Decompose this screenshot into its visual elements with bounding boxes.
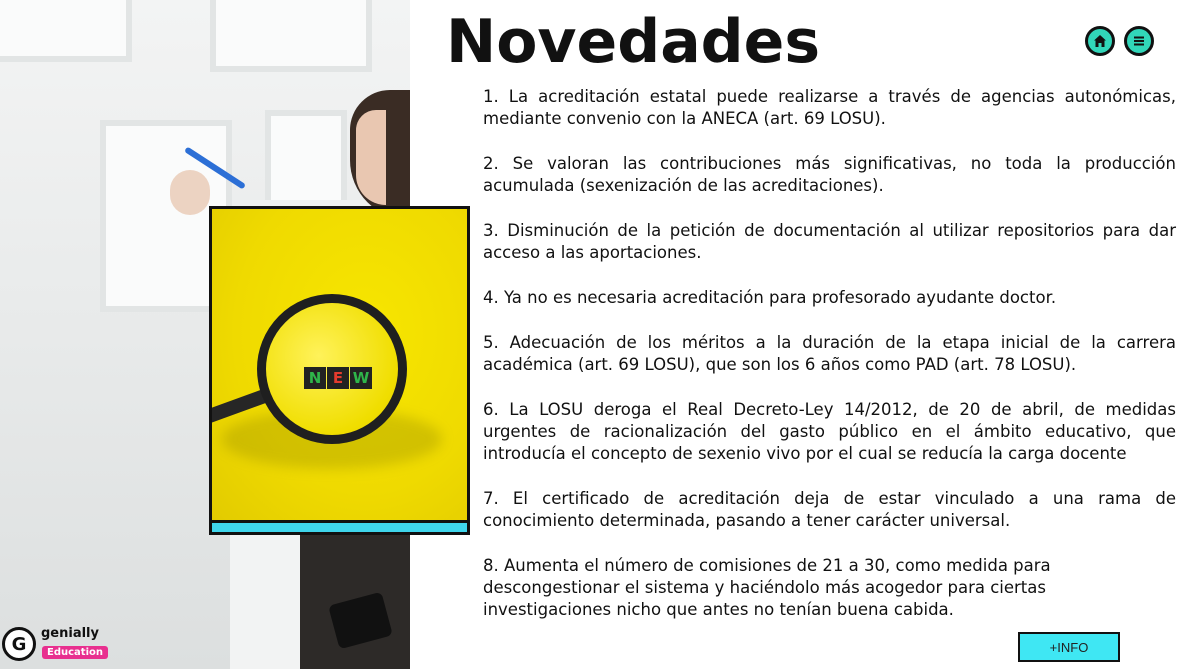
list-item: 5. Adecuación de los méritos a la duración de la etapa inicial de la carrera académica (art. 69 LOSU), que son los 6 años como PAD (art. 78 LOSU). <box>483 333 1176 374</box>
brand-name: genially <box>41 626 99 641</box>
die-letter: N <box>304 367 326 389</box>
new-dice <box>304 367 372 389</box>
new-magnifier-image <box>209 206 470 535</box>
home-icon <box>1092 33 1108 49</box>
list-item: 7. El certificado de acreditación deja de estar vinculado a una rama de conocimiento determinada, pasando a tener carácter universal. <box>483 489 1176 530</box>
novedades-list <box>483 86 1176 644</box>
list-item: 1. La acreditación estatal puede realizarse a través de agencias autonómicas, mediante convenio con la ANECA (art. 69 LOSU). <box>483 87 1176 128</box>
home-button[interactable] <box>1085 26 1115 56</box>
list-item: 6. La LOSU deroga el Real Decreto-Ley 14/2012, de 20 de abril, de medidas urgentes de racionalización del gasto público en el ámbito educativo, que introducía el concepto de sexenio vivo por el cual se reducía la carga docente <box>483 400 1176 463</box>
genially-badge[interactable] <box>2 624 103 664</box>
list-item: 8. Aumenta el número de comisiones de 21 a 30, como medida para descongestionar el sistema y haciéndolo más acogedor para ciertas investigaciones nicho que antes no tenían buena cabida. <box>483 556 1051 619</box>
slide-title: Novedades <box>446 7 821 77</box>
person-hand <box>170 170 210 215</box>
cyan-accent-bar <box>212 523 467 532</box>
education-tag: Education <box>42 646 108 659</box>
window-pane <box>0 0 132 62</box>
die-letter: W <box>350 367 372 389</box>
yellow-background <box>212 209 467 520</box>
genially-logo-icon: G <box>2 627 36 661</box>
die-letter: E <box>327 367 349 389</box>
info-button[interactable]: +INFO <box>1018 632 1120 662</box>
person-face <box>356 110 386 205</box>
list-item: 3. Disminución de la petición de documentación al utilizar repositorios para dar acceso a las aportaciones. <box>483 221 1176 262</box>
list-item: 2. Se valoran las contribuciones más significativas, no toda la producción acumulada (sexenización de las acreditaciones). <box>483 154 1176 195</box>
desk <box>230 530 310 669</box>
menu-button[interactable] <box>1124 26 1154 56</box>
menu-icon <box>1131 33 1147 49</box>
list-item: 4. Ya no es necesaria acreditación para profesorado ayudante doctor. <box>483 288 1057 307</box>
window-pane <box>210 0 372 72</box>
